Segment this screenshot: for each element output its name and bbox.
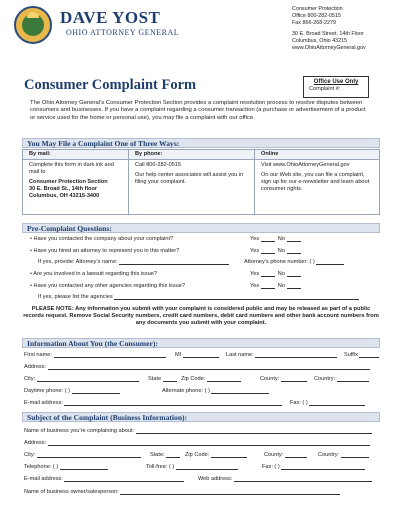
ways-heading: You May File a Complaint One of Three Ways: <box>27 139 180 148</box>
yes-no-q1[interactable]: Yes No <box>250 236 301 242</box>
suffix-field[interactable]: Suffix <box>344 352 379 358</box>
business-website-field[interactable]: Web address: <box>198 476 372 482</box>
agencies-field[interactable]: If yes, please list the agencies <box>38 294 359 300</box>
pre-complaint-heading: Pre-Complaint Questions: <box>27 224 112 233</box>
business-state-field[interactable]: State: <box>150 452 180 458</box>
office-use-box <box>303 76 369 98</box>
office-use-title: Office Use Only <box>313 79 359 85</box>
fax-field[interactable]: Fax: ( ) <box>290 400 365 406</box>
alternate-phone-field[interactable]: Alternate phone: ( ) <box>162 388 269 394</box>
way-phone <box>128 150 254 214</box>
business-county-field[interactable]: County: <box>264 452 307 458</box>
way-online-head: Online <box>255 150 379 160</box>
daytime-phone-field[interactable]: Daytime phone: ( ) <box>24 388 120 394</box>
contact-block <box>292 6 366 52</box>
business-country-field[interactable]: Country: <box>318 452 369 458</box>
seal-sun <box>27 12 39 18</box>
business-zip-field[interactable]: Zip Code: <box>185 452 247 458</box>
zip-field[interactable]: Zip Code: <box>181 376 241 382</box>
address-field[interactable]: Address: <box>24 364 370 370</box>
county-field[interactable]: County: <box>260 376 307 382</box>
way-mail-address: Columbus, OH 43215-3400 <box>29 193 100 199</box>
way-mail-address: 30 E. Broad St., 14th floor <box>29 186 98 192</box>
question-row <box>30 248 179 254</box>
form-title: Consumer Complaint Form <box>24 77 197 93</box>
pre-complaint-header <box>22 223 380 233</box>
question-row <box>30 236 173 242</box>
business-fax-field[interactable]: Fax: ( ) <box>262 464 365 470</box>
complaint-number-label: Complaint #: <box>309 86 341 92</box>
way-mail <box>23 150 128 214</box>
way-mail-head: By mail: <box>23 150 128 160</box>
business-owner-field[interactable]: Name of business owner/salesperson: <box>24 489 340 495</box>
attorney-name-field[interactable]: If yes, provide: Attorney’s name: <box>38 259 229 265</box>
question-text: Have you contacted the company about your complaint? <box>33 236 174 242</box>
contact-line: 30 E. Broad Street, 14th Floor <box>292 31 364 37</box>
yes-no-q3[interactable]: Yes No <box>250 271 301 277</box>
ways-section-header <box>22 138 380 148</box>
question-row <box>30 271 157 277</box>
ohio-seal-logo <box>14 6 52 44</box>
brand-subtitle: OHIO ATTORNEY GENERAL <box>66 28 180 37</box>
way-phone-head: By phone: <box>129 150 254 160</box>
public-records-notice: PLEASE NOTE: Any information you submit with your complaint is considered public and may be released as part of a public records request. Remove Social Security numbers, credit card numbers, debit card numbers and other bank account numbers from any documents you submit with your complaint. <box>23 306 379 327</box>
brand-name: DAVE YOST <box>60 8 161 27</box>
way-online-visit: Visit www.OhioAttorneyGeneral.gov <box>261 162 350 168</box>
last-name-field[interactable]: Last name: <box>226 352 337 358</box>
email-field[interactable]: E-mail address: <box>24 400 282 406</box>
question-text: Have you hired an attorney to represent you in this matter? <box>33 248 180 254</box>
bullet: • <box>30 271 32 277</box>
yes-no-q2[interactable]: Yes No <box>250 248 301 254</box>
contact-line: Fax 866-268-2279 <box>292 20 337 26</box>
question-row <box>30 283 185 289</box>
contact-line: Consumer Protection <box>292 6 343 12</box>
way-online <box>254 150 379 214</box>
business-email-field[interactable]: E-mail address: <box>24 476 184 482</box>
way-online-text: On our Web site, you can file a complaint, sign up for our e-newsletter and learn about consumer rights. <box>261 172 370 192</box>
way-mail-text: Complete this form in dark ink and mail to <box>29 162 114 175</box>
about-you-heading: Information About You (the Consumer): <box>27 339 158 348</box>
state-field[interactable]: State <box>148 376 177 382</box>
business-heading: Subject of the Complaint (Business Information): <box>27 413 188 422</box>
business-telephone-field[interactable]: Telephone: ( ) <box>24 464 108 470</box>
business-tollfree-field[interactable]: Toll-free: ( ) <box>146 464 238 470</box>
intro-paragraph: The Ohio Attorney General’s Consumer Protection Section provides a complaint resolution process to resolve disputes between consumers and businesses. If you have a complaint regarding a consumer transaction (a purchase or advertisement of a product or service used for the home or personal use), you may file a complaint with our office. <box>30 100 366 121</box>
bullet: • <box>30 283 32 289</box>
contact-line: Office 800-282-0515 <box>292 13 342 19</box>
first-name-field[interactable]: First name: <box>24 352 166 358</box>
about-you-header <box>22 338 380 348</box>
contact-line: Columbus, Ohio 43215 <box>292 38 348 44</box>
yes-no-q4[interactable]: Yes No <box>250 283 301 289</box>
way-phone-call: Call 800-282-0515 <box>135 162 182 168</box>
way-mail-address: Consumer Protection Section <box>29 179 108 185</box>
business-name-field[interactable]: Name of business you’re complaining about: <box>24 428 372 434</box>
question-text: Have you contacted any other agencies regarding this issue? <box>33 283 185 289</box>
country-field[interactable]: Country: <box>314 376 369 382</box>
way-phone-text: Our help center associates will assist you in filing your complaint. <box>135 172 244 185</box>
business-address-field[interactable]: Address: <box>24 440 370 446</box>
bullet: • <box>30 248 32 254</box>
business-city-field[interactable]: City: <box>24 452 141 458</box>
question-text: Are you involved in a lawsuit regarding this issue? <box>33 271 157 277</box>
contact-line: www.OhioAttorneyGeneral.gov <box>292 45 366 51</box>
ways-table <box>22 149 380 215</box>
attorney-phone-field[interactable]: Attorney’s phone number: ( ) <box>244 259 344 265</box>
city-field[interactable]: City: <box>24 376 139 382</box>
middle-initial-field[interactable]: MI <box>175 352 219 358</box>
bullet: • <box>30 236 32 242</box>
business-header <box>22 412 380 422</box>
